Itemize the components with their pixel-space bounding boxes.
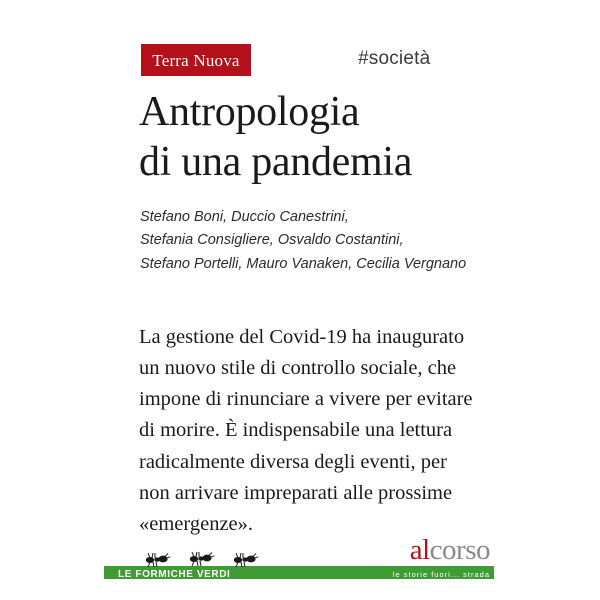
- page-title: [139, 88, 559, 187]
- ants-icon: [140, 542, 280, 572]
- cover-footer: [0, 534, 600, 586]
- imprint-tagline: le storie fuori... strada: [392, 570, 490, 579]
- cover-header: [0, 22, 600, 70]
- publisher-logo-label: Terra Nuova: [152, 50, 240, 70]
- title-line-1: Antropologia: [139, 89, 360, 135]
- imprint-name-part1: al: [409, 534, 430, 566]
- author-list: [140, 206, 570, 276]
- publisher-logo: [141, 44, 251, 76]
- imprint-logo: [393, 536, 490, 579]
- author-line-2: Stefania Consigliere, Osvaldo Costantini,: [140, 232, 404, 249]
- series-label: LE FORMICHE VERDI: [118, 569, 231, 580]
- cover-blurb: La gestione del Covid-19 ha inaugurato un nuovo stile di controllo sociale, che impone di rinunciare a vivere per evitare di morire. È indispensabile una lettura radicalmente diversa degli eventi, per non arrivare impreparati alle prossime «emergenze».: [139, 326, 473, 535]
- author-line-3: Stefano Portelli, Mauro Vanaken, Cecilia Vergnano: [140, 255, 467, 272]
- author-line-1: Stefano Boni, Duccio Canestrini,: [140, 209, 349, 225]
- title-line-2: di una pandemia: [139, 138, 413, 185]
- imprint-name-part2: corso: [429, 534, 490, 566]
- category-hashtag: #società: [358, 48, 431, 69]
